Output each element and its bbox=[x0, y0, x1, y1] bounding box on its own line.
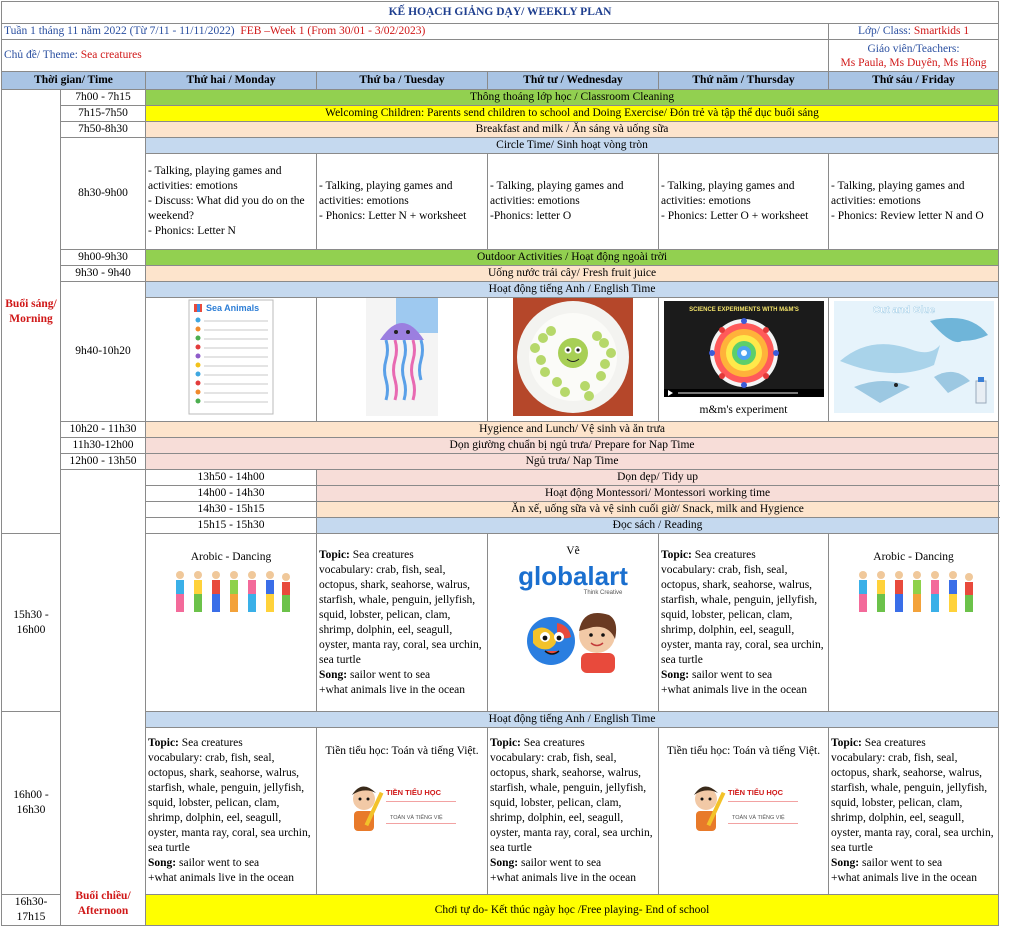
mms-experiment-image bbox=[664, 301, 824, 397]
experiment-caption: m&m's experiment bbox=[699, 404, 788, 416]
teachers-value: Ms Paula, Ms Duyên, Ms Hồng bbox=[840, 56, 987, 69]
session-morning: Buổi sáng/ Morning bbox=[2, 90, 61, 534]
video-title: SCIENCE EXPERIMENTS WITH M&M'S bbox=[688, 307, 799, 313]
thursday-image-cell bbox=[659, 298, 829, 422]
activity-label: Arobic - Dancing bbox=[190, 551, 272, 563]
aerobic-dancing-kids-image bbox=[853, 567, 975, 619]
header-friday: Thứ sáu / Friday bbox=[829, 72, 999, 90]
globalart-logo-image bbox=[511, 561, 635, 681]
globalart-logo-text: globalart bbox=[518, 561, 628, 591]
extra-text: +what animals live in the ocean bbox=[490, 872, 637, 884]
activity-band: Hoạt động Montessori/ Montessori working time bbox=[317, 486, 999, 502]
time-cell: 13h50 - 14h00 bbox=[146, 470, 317, 486]
feb-week: FEB –Week 1 (From 30/01 - 3/02/2023) bbox=[240, 25, 426, 37]
time-cell: 15h30 - 16h00 bbox=[2, 534, 61, 712]
wednesday-topic-cell bbox=[488, 728, 659, 895]
time-cell: 16h00 - 16h30 bbox=[2, 712, 61, 895]
time-cell: 7h00 - 7h15 bbox=[61, 90, 146, 106]
topic-value: Sea creatures bbox=[178, 737, 243, 749]
activity-band: Outdoor Activities / Hoạt động ngoài trời bbox=[146, 250, 999, 266]
aerobic-dancing-kids-image bbox=[170, 567, 292, 619]
activity-label: Arobic - Dancing bbox=[873, 551, 954, 563]
theme-info bbox=[2, 40, 829, 72]
monday-afternoon-cell bbox=[146, 534, 317, 712]
theme-value: Sea creatures bbox=[80, 49, 142, 61]
topic-block bbox=[148, 736, 314, 886]
monday-image-cell bbox=[146, 298, 317, 422]
tuesday-preschool-cell bbox=[317, 728, 488, 895]
extra-text: +what animals live in the ocean bbox=[319, 683, 466, 696]
friday-activity bbox=[829, 154, 999, 250]
craft-title: Cut and Glue bbox=[872, 305, 935, 316]
activity-band: Hoạt động tiếng Anh / English Time bbox=[146, 712, 999, 728]
activity-text: - Talking, playing games and activities: emotions - Discuss: What did you do on the weekend? - Phonics: Letter N bbox=[148, 165, 305, 237]
vocabulary-text: vocabulary: crab, fish, seal, octopus, shark, seahorse, walrus, starfish, whale, penguin, jellyfish, squid, lobster, pelican, clam, shrimp, dolphin, eel, seagull, oyster, manta ray, coral, sea urchin, sea turtle bbox=[148, 752, 311, 854]
thursday-activity bbox=[659, 154, 829, 250]
wednesday-activity bbox=[488, 154, 659, 250]
badge-subtitle: TOÁN VÀ TIẾNG VIỆ bbox=[390, 815, 443, 821]
activity-band: Hygience and Lunch/ Vệ sinh và ăn trưa bbox=[146, 422, 999, 438]
vocabulary-text: vocabulary: crab, fish, seal, octopus, shark, seahorse, walrus, starfish, whale, penguin, jellyfish, squid, lobster, pelican, clam, shrimp, dolphin, eel, seagull, oyster, manta ray, coral, sea urchin, sea turtle bbox=[661, 563, 824, 666]
topic-value: Sea creatures bbox=[520, 737, 585, 749]
page-title: KẾ HOẠCH GIẢNG DẠY/ WEEKLY PLAN bbox=[2, 2, 999, 24]
week-info bbox=[2, 24, 829, 40]
badge-title: TIỀN TIỂU HỌC bbox=[727, 788, 783, 797]
activity-text: - Talking, playing games and activities: emotions -Phonics: letter O bbox=[490, 180, 624, 222]
class-label: Lớp/ Class: bbox=[857, 25, 914, 37]
preschool-badge-image bbox=[684, 775, 804, 841]
extra-text: +what animals live in the ocean bbox=[831, 872, 978, 884]
wednesday-image-cell bbox=[488, 298, 659, 422]
activity-band: Thông thoáng lớp học / Classroom Cleaning bbox=[146, 90, 999, 106]
time-cell: 14h00 - 14h30 bbox=[146, 486, 317, 502]
vocabulary-text: vocabulary: crab, fish, seal, octopus, shark, seahorse, walrus, starfish, whale, penguin, jellyfish, squid, lobster, pelican, clam, shrimp, dolphin, eel, seagull, oyster, manta ray, coral, sea urchin, sea turtle bbox=[490, 752, 653, 854]
song-label: Song: bbox=[319, 668, 348, 681]
friday-image-cell bbox=[829, 298, 999, 422]
teachers-label: Giáo viên/Teachers: bbox=[867, 42, 960, 55]
activity-text: - Talking, playing games and activities: emotions - Phonics: Review letter N and O bbox=[831, 180, 984, 222]
activity-band: Dọn dẹp/ Tidy up bbox=[317, 470, 999, 486]
theme-label: Chủ đề/ Theme: bbox=[4, 49, 81, 61]
wednesday-afternoon-cell bbox=[488, 534, 659, 712]
activity-label: Vẽ bbox=[566, 545, 580, 557]
activity-band: Dọn giường chuẩn bị ngủ trưa/ Prepare for Nap Time bbox=[146, 438, 999, 454]
time-cell: 8h30-9h00 bbox=[61, 138, 146, 250]
time-cell: 14h30 - 15h15 bbox=[146, 502, 317, 518]
octopus-plate-image bbox=[513, 298, 633, 416]
time-cell: 12h00 - 13h50 bbox=[61, 454, 146, 470]
topic-label: Topic: bbox=[661, 548, 692, 561]
badge-title: TIỀN TIỂU HỌC bbox=[386, 788, 442, 797]
activity-band: Breakfast and milk / Ăn sáng và uống sữa bbox=[146, 122, 999, 138]
badge-subtitle: TOÁN VÀ TIẾNG VIỆ bbox=[731, 815, 785, 821]
week-line: Tuần 1 tháng 11 năm 2022 (Từ 7/11 - 11/11/2022) bbox=[4, 25, 235, 37]
preschool-badge-image bbox=[342, 775, 462, 841]
session-afternoon: Buổi chiều/ Afternoon bbox=[61, 470, 146, 926]
song-value: sailor went to sea bbox=[689, 668, 773, 681]
thursday-topic-cell bbox=[659, 534, 829, 712]
header-tuesday: Thứ ba / Tuesday bbox=[317, 72, 488, 90]
song-value: sailor went to sea bbox=[518, 857, 602, 869]
time-cell: 10h20 - 11h30 bbox=[61, 422, 146, 438]
class-info bbox=[829, 24, 999, 40]
header-monday: Thứ hai / Monday bbox=[146, 72, 317, 90]
time-cell: 16h30-17h15 bbox=[2, 895, 61, 926]
monday-topic-cell bbox=[146, 728, 317, 895]
header-time: Thời gian/ Time bbox=[2, 72, 146, 90]
time-cell: 11h30-12h00 bbox=[61, 438, 146, 454]
tuesday-image-cell bbox=[317, 298, 488, 422]
song-value: sailor went to sea bbox=[176, 857, 260, 869]
activity-band: Đọc sách / Reading bbox=[317, 518, 999, 534]
song-value: sailor went to sea bbox=[347, 668, 431, 681]
song-label: Song: bbox=[661, 668, 690, 681]
jellyfish-craft-image bbox=[366, 298, 438, 416]
class-name: Smartkids 1 bbox=[913, 25, 970, 37]
time-cell: 9h30 - 9h40 bbox=[61, 266, 146, 282]
vocabulary-text: vocabulary: crab, fish, seal, octopus, shark, seahorse, walrus, starfish, whale, penguin, jellyfish, squid, lobster, pelican, clam, shrimp, dolphin, eel, seagull, oyster, manta ray, coral, sea urchin, sea turtle bbox=[831, 752, 994, 854]
cut-and-glue-dolphin-image bbox=[834, 301, 994, 413]
monday-activity bbox=[146, 154, 317, 250]
activity-band: Chơi tự do- Kết thúc ngày học /Free playing- End of school bbox=[146, 895, 999, 926]
activity-band: Circle Time/ Sinh hoạt vòng tròn bbox=[146, 138, 999, 154]
time-cell: 7h50-8h30 bbox=[61, 122, 146, 138]
activity-label: Tiền tiểu học: Toán và tiếng Việt. bbox=[666, 745, 821, 757]
friday-afternoon-cell bbox=[829, 534, 999, 712]
song-label: Song: bbox=[831, 857, 860, 869]
activity-band: Ăn xế, uống sữa và vệ sinh cuối giờ/ Snack, milk and Hygience bbox=[317, 502, 999, 518]
song-label: Song: bbox=[148, 857, 177, 869]
activity-label: Tiền tiểu học: Toán và tiếng Việt. bbox=[325, 745, 479, 757]
topic-label: Topic: bbox=[319, 548, 350, 561]
time-cell: 7h15-7h50 bbox=[61, 106, 146, 122]
time-cell: 9h00-9h30 bbox=[61, 250, 146, 266]
thursday-preschool-cell bbox=[659, 728, 829, 895]
sea-animals-worksheet-image bbox=[188, 299, 274, 415]
activity-text: - Talking, playing games and activities: emotions - Phonics: Letter N + worksheet bbox=[319, 180, 467, 222]
teachers-info bbox=[829, 40, 999, 72]
activity-band: Ngủ trưa/ Nap Time bbox=[146, 454, 999, 470]
topic-label: Topic: bbox=[148, 737, 179, 749]
topic-block bbox=[831, 736, 996, 886]
topic-value: Sea creatures bbox=[861, 737, 926, 749]
topic-block bbox=[661, 548, 826, 698]
tuesday-activity bbox=[317, 154, 488, 250]
topic-block bbox=[490, 736, 656, 886]
worksheet-title: Sea Animals bbox=[206, 303, 260, 313]
activity-band: Uống nước trái cây/ Fresh fruit juice bbox=[146, 266, 999, 282]
time-cell: 15h15 - 15h30 bbox=[146, 518, 317, 534]
topic-label: Topic: bbox=[831, 737, 862, 749]
weekly-plan-table bbox=[1, 1, 999, 926]
globalart-tagline: Think Creative bbox=[583, 590, 623, 596]
extra-text: +what animals live in the ocean bbox=[148, 872, 295, 884]
extra-text: +what animals live in the ocean bbox=[661, 683, 808, 696]
topic-block bbox=[319, 548, 485, 698]
song-value: sailor went to sea bbox=[859, 857, 943, 869]
topic-label: Topic: bbox=[490, 737, 521, 749]
friday-topic-cell bbox=[829, 728, 999, 895]
tuesday-topic-cell bbox=[317, 534, 488, 712]
activity-band: Hoạt động tiếng Anh / English Time bbox=[146, 282, 999, 298]
topic-value: Sea creatures bbox=[349, 548, 414, 561]
header-thursday: Thứ năm / Thursday bbox=[659, 72, 829, 90]
time-cell: 9h40-10h20 bbox=[61, 282, 146, 422]
activity-band: Welcoming Children: Parents send children to school and Doing Exercise/ Đón trẻ và tập thể dục buổi sáng bbox=[146, 106, 999, 122]
song-label: Song: bbox=[490, 857, 519, 869]
header-wednesday: Thứ tư / Wednesday bbox=[488, 72, 659, 90]
activity-text: - Talking, playing games and activities: emotions - Phonics: Letter O + worksheet bbox=[661, 180, 809, 222]
topic-value: Sea creatures bbox=[691, 548, 756, 561]
vocabulary-text: vocabulary: crab, fish, seal, octopus, shark, seahorse, walrus, starfish, whale, penguin, jellyfish, squid, lobster, pelican, clam, shrimp, dolphin, eel, seagull, oyster, manta ray, coral, sea urchin, sea turtle bbox=[319, 563, 482, 666]
